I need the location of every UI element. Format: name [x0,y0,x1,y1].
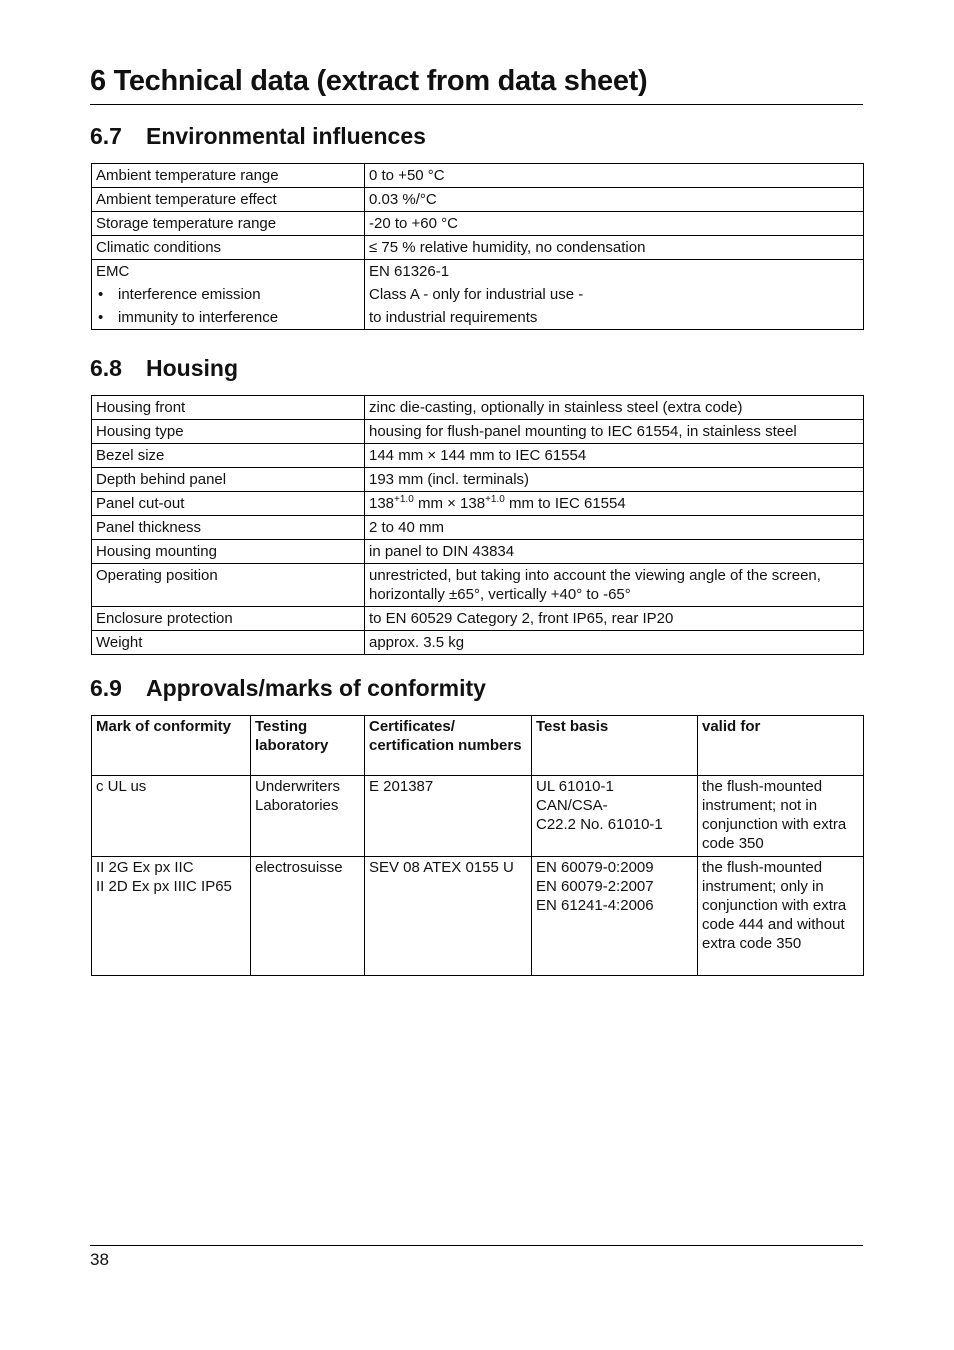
section-heading-environmental [90,122,426,150]
table-row [92,607,864,631]
column-header: Testing laboratory [251,716,365,776]
property-name: Panel cut-out [92,492,365,516]
property-value: zinc die-casting, optionally in stainless steel (extra code) [365,396,864,420]
property-value: -20 to +60 °C [365,212,864,236]
property-name: Ambient temperature range [92,164,365,188]
section-heading-approvals [90,674,486,702]
emc-standard: EN 61326-1 [369,263,450,280]
property-value: unrestricted, but taking into account the viewing angle of the screen, horizontally ±65°, vertically +40° to -65° [365,564,864,607]
cell-test-basis [532,776,698,857]
approvals-table [91,715,864,976]
page-number: 38 [90,1250,109,1269]
mark-line: II 2G Ex px IIC [96,859,194,876]
column-header: Certificates/ certification numbers [365,716,532,776]
table-row [92,540,864,564]
emc-immunity-value: to industrial requirements [369,309,538,326]
chapter-title: 6 Technical data (extract from data sheet) [90,62,863,105]
property-value: housing for flush-panel mounting to IEC 61554, in stainless steel [365,420,864,444]
property-value [365,260,864,330]
table-row [92,776,864,857]
cutout-part-a: 138 [369,495,395,512]
section-title: Approvals/marks of conformity [146,675,486,701]
table-row [92,396,864,420]
table-row [92,212,864,236]
property-value: 0 to +50 °C [365,164,864,188]
table-row [92,492,864,516]
section-number: 6.9 [90,675,122,701]
lab-line: Underwriters [255,778,341,795]
property-name: Housing front [92,396,365,420]
cell-valid-for: the flush-mounted instrument; only in conjunction with extra code 444 and without extra code 350 [698,857,864,976]
table-header-row [92,716,864,776]
mark-line: II 2D Ex px IIIC IP65 [96,878,232,895]
column-header: Test basis [532,716,698,776]
table-row [92,236,864,260]
cell-mark [92,857,251,976]
basis-line: UL 61010-1 [536,778,614,795]
property-value: ≤ 75 % relative humidity, no condensation [365,236,864,260]
environmental-table [91,163,864,330]
column-header: valid for [698,716,864,776]
property-value: 193 mm (incl. terminals) [365,468,864,492]
property-name: Housing type [92,420,365,444]
basis-line: EN 60079-0:2009 [536,859,654,876]
section-number: 6.8 [90,355,122,381]
table-row [92,631,864,655]
table-row [92,564,864,607]
footer-divider [90,1245,863,1246]
section-number: 6.7 [90,123,122,149]
property-name: Weight [92,631,365,655]
table-row [92,420,864,444]
section-title: Environmental influences [146,123,426,149]
section-title: Housing [146,355,238,381]
property-value: in panel to DIN 43834 [365,540,864,564]
table-row [92,444,864,468]
basis-line: C22.2 No. 61010-1 [536,816,663,833]
basis-line: EN 60079-2:2007 [536,878,654,895]
cell-test-basis [532,857,698,976]
property-name: Climatic conditions [92,236,365,260]
cell-valid-for: the flush-mounted instrument; not in conjunction with extra code 350 [698,776,864,857]
table-row [92,164,864,188]
property-name: Bezel size [92,444,365,468]
basis-line: EN 61241-4:2006 [536,897,654,914]
property-name: Depth behind panel [92,468,365,492]
cutout-tolerance-2: +1.0 [485,494,505,505]
cell-certificate [365,857,532,976]
cert-line: SEV 08 ATEX 0155 U [369,859,514,876]
cutout-part-b: mm × 138 [413,495,486,512]
cell-lab [251,857,365,976]
housing-table [91,395,864,655]
section-heading-housing [90,354,238,382]
basis-line: CAN/CSA- [536,797,608,814]
emc-bullet-emission: • interference emission [96,285,360,304]
property-name: Panel thickness [92,516,365,540]
cell-certificate [365,776,532,857]
table-row [92,188,864,212]
property-value: 0.03 %/°C [365,188,864,212]
property-name: Operating position [92,564,365,607]
property-value: approx. 3.5 kg [365,631,864,655]
lab-line: Laboratories [255,797,339,814]
table-row-emc [92,260,864,330]
property-value: to EN 60529 Category 2, front IP65, rear IP20 [365,607,864,631]
table-row [92,857,864,976]
cell-lab [251,776,365,857]
property-name: Housing mounting [92,540,365,564]
cell-mark [92,776,251,857]
emc-emission-value: Class A - only for industrial use - [369,286,584,303]
property-name: Enclosure protection [92,607,365,631]
column-header: Mark of conformity [92,716,251,776]
property-value: 144 mm × 144 mm to IEC 61554 [365,444,864,468]
table-row [92,516,864,540]
mark-line: c UL us [96,778,147,795]
property-name: Storage temperature range [92,212,365,236]
property-value [365,492,864,516]
emc-label: EMC [96,263,130,280]
emc-bullet-immunity: • immunity to interference [96,308,360,327]
lab-line: electrosuisse [255,859,343,876]
table-row [92,468,864,492]
cutout-part-c: mm to IEC 61554 [504,495,626,512]
cert-line: E 201387 [369,778,434,795]
property-name: Ambient temperature effect [92,188,365,212]
cutout-tolerance-1: +1.0 [394,494,414,505]
property-value: 2 to 40 mm [365,516,864,540]
property-name [92,260,365,330]
